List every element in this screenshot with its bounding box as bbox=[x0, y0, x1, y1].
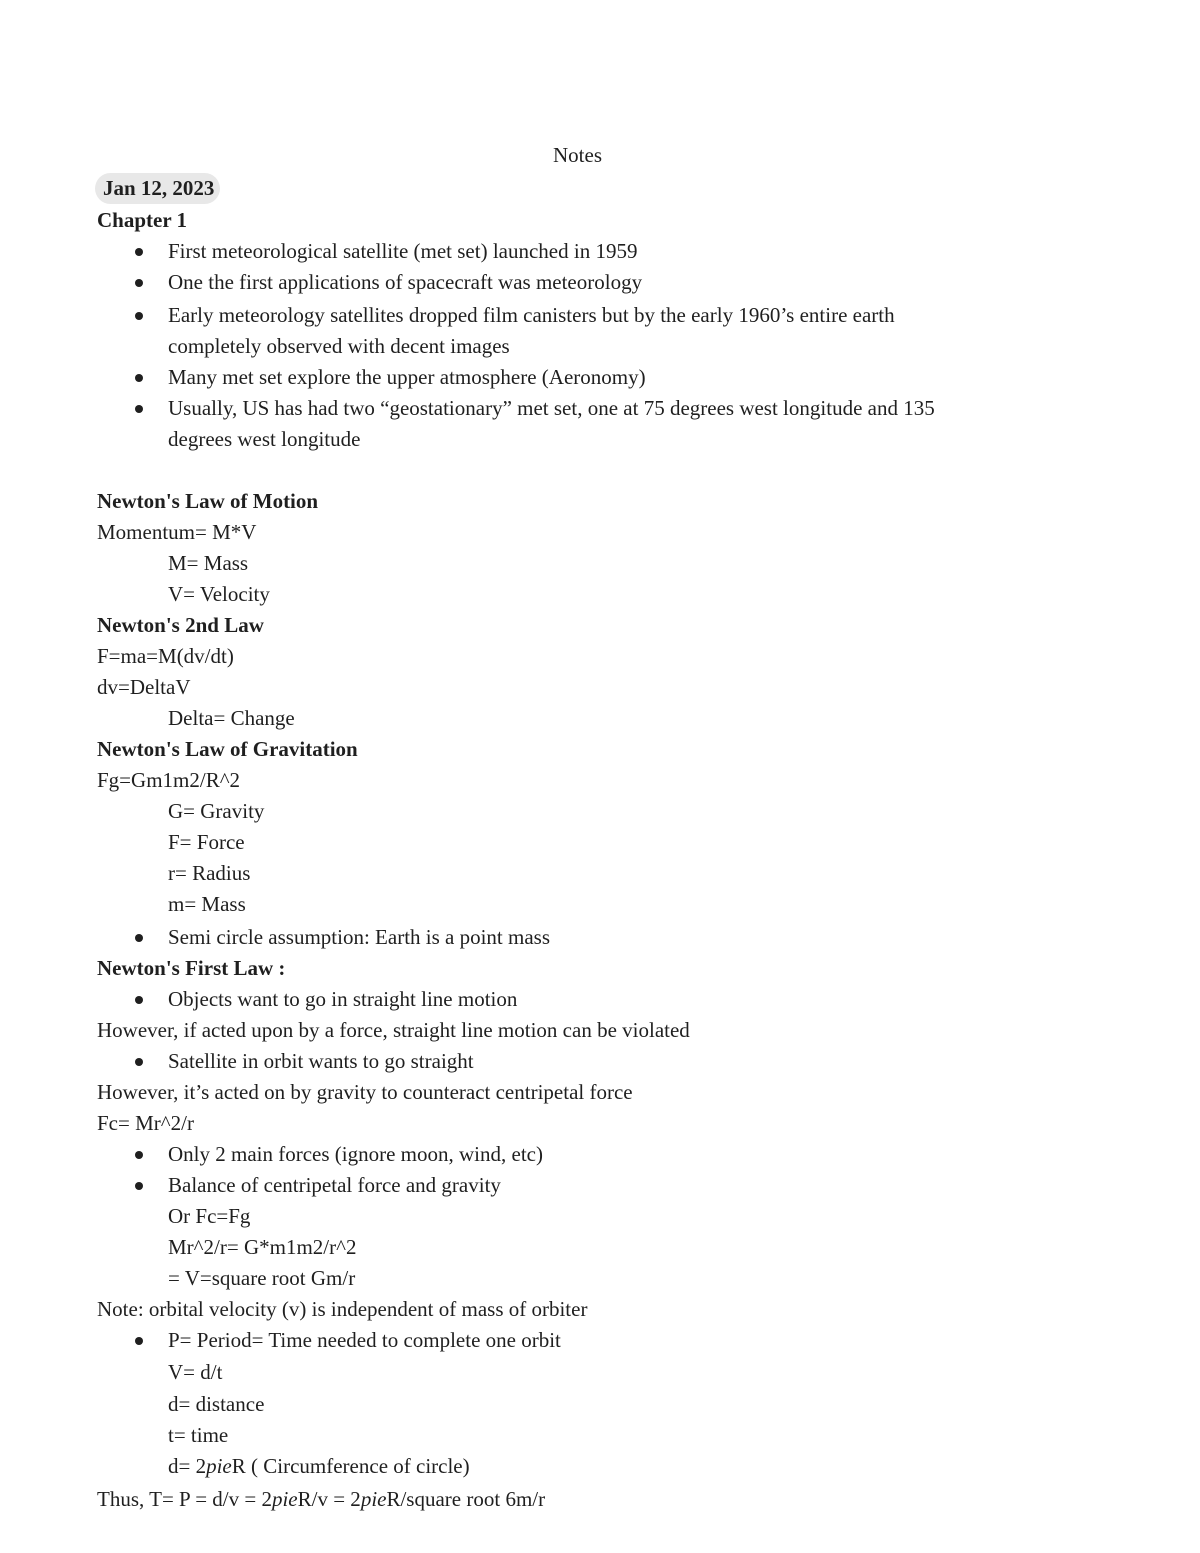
circumference-line bbox=[168, 1451, 470, 1482]
definition-line: r= Radius bbox=[168, 861, 251, 885]
definition-line: t= time bbox=[168, 1423, 229, 1447]
definition-line: V= Velocity bbox=[168, 582, 270, 606]
chapter-heading: Chapter 1 bbox=[97, 208, 188, 232]
text-line: However, if acted upon by a force, straight line motion can be violated bbox=[97, 1018, 690, 1042]
list-item: Early meteorology satellites dropped film canisters but by the early 1960’s entire earth bbox=[168, 300, 895, 331]
list-item: Semi circle assumption: Earth is a point mass bbox=[168, 922, 550, 953]
note-line: Note: orbital velocity (v) is independent of mass of orbiter bbox=[97, 1297, 588, 1321]
definition-line: V= d/t bbox=[168, 1360, 223, 1384]
section-heading-gravitation: Newton's Law of Gravitation bbox=[97, 737, 358, 761]
definition-line: d= distance bbox=[168, 1392, 265, 1416]
formula-line: Momentum= M*V bbox=[97, 520, 257, 544]
pie-symbol: pie bbox=[271, 1487, 298, 1511]
list-item: Usually, US has had two “geostationary” met set, one at 75 degrees west longitude and 135 bbox=[168, 393, 935, 424]
formula-line: = V=square root Gm/r bbox=[168, 1266, 356, 1290]
definition-line: M= Mass bbox=[168, 551, 249, 575]
list-item-continued: completely observed with decent images bbox=[168, 334, 510, 358]
list-item: Satellite in orbit wants to go straight bbox=[168, 1046, 474, 1077]
section-heading-first-law: Newton's First Law : bbox=[97, 956, 286, 980]
final-c: R/square root 6m/r bbox=[386, 1487, 546, 1511]
circ-suffix: R ( Circumference of circle) bbox=[231, 1454, 470, 1478]
list-item: Only 2 main forces (ignore moon, wind, etc) bbox=[168, 1139, 543, 1170]
formula-line: F=ma=M(dv/dt) bbox=[97, 644, 234, 668]
section-heading-motion: Newton's Law of Motion bbox=[97, 489, 319, 513]
list-item-continued: degrees west longitude bbox=[168, 427, 361, 451]
definition-line: F= Force bbox=[168, 830, 245, 854]
list-item: P= Period= Time needed to complete one orbit bbox=[168, 1325, 561, 1356]
page-title: Notes bbox=[553, 143, 602, 167]
list-item: Objects want to go in straight line motion bbox=[168, 984, 517, 1015]
list-item: Many met set explore the upper atmosphere (Aeronomy) bbox=[168, 362, 646, 393]
formula-line: Fc= Mr^2/r bbox=[97, 1111, 194, 1135]
list-item: Balance of centripetal force and gravity bbox=[168, 1170, 501, 1201]
list-item: First meteorological satellite (met set) launched in 1959 bbox=[168, 236, 637, 267]
date-chip[interactable]: Jan 12, 2023 bbox=[95, 173, 220, 204]
pie-symbol: pie bbox=[206, 1454, 232, 1478]
definition-line: m= Mass bbox=[168, 892, 246, 916]
list-item: One the first applications of spacecraft was meteorology bbox=[168, 267, 642, 298]
formula-line: Or Fc=Fg bbox=[168, 1204, 251, 1228]
formula-line: dv=DeltaV bbox=[97, 675, 191, 699]
final-b: R/v = 2 bbox=[297, 1487, 361, 1511]
period-formula-line bbox=[97, 1484, 545, 1515]
formula-line: Mr^2/r= G*m1m2/r^2 bbox=[168, 1235, 357, 1259]
definition-line: G= Gravity bbox=[168, 799, 265, 823]
text-line: However, it’s acted on by gravity to counteract centripetal force bbox=[97, 1080, 633, 1104]
circ-prefix: d= 2 bbox=[168, 1454, 207, 1478]
formula-line: Fg=Gm1m2/R^2 bbox=[97, 768, 241, 792]
final-a: Thus, T= P = d/v = 2 bbox=[97, 1487, 272, 1511]
pie-symbol: pie bbox=[360, 1487, 387, 1511]
section-heading-second-law: Newton's 2nd Law bbox=[97, 613, 264, 637]
definition-line: Delta= Change bbox=[168, 706, 295, 730]
